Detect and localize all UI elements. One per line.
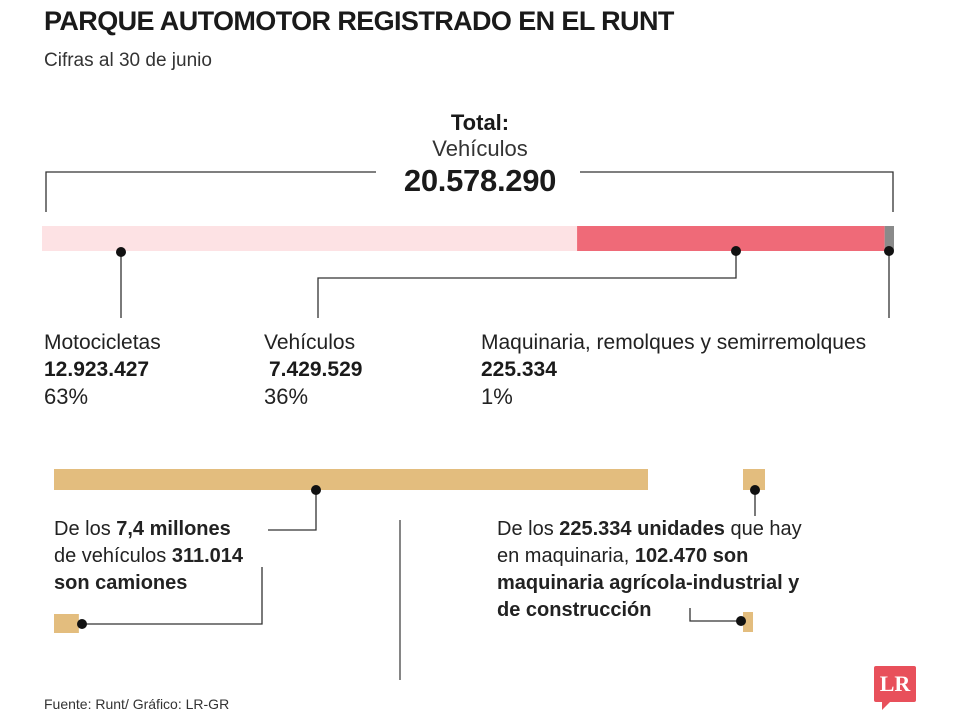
dot-vehiculos	[731, 246, 741, 256]
note-right-1c: que hay	[724, 518, 802, 540]
dot-maquinaria-note	[750, 485, 760, 495]
connector-vehiculos	[318, 251, 736, 318]
category-maquinaria-name: Maquinaria, remolques y semirremolques	[481, 331, 867, 354]
dot-camiones	[77, 619, 87, 629]
note-left-3: son camiones	[54, 572, 188, 594]
connector-vehiculos-note	[268, 490, 316, 530]
category-maquinaria-value: 225.334	[481, 358, 557, 381]
note-left-1b: 7,4 millones	[116, 518, 231, 540]
total-bracket-left	[46, 172, 376, 212]
dot-vehiculos-note	[311, 485, 321, 495]
note-camiones	[54, 516, 243, 597]
bar-camiones	[54, 614, 79, 633]
note-right-3: maquinaria agrícola-industrial y	[497, 572, 800, 594]
lr-logo: LR	[874, 666, 916, 702]
category-motos-percent: 63%	[44, 384, 89, 409]
total-value: 20.578.290	[403, 163, 557, 198]
category-vehiculos	[264, 331, 362, 410]
dot-maquinaria	[884, 246, 894, 256]
category-vehiculos-value: 7.429.529	[269, 358, 363, 381]
bar-vehiculos-total	[54, 469, 648, 490]
category-maquinaria-percent: 1%	[481, 384, 513, 409]
note-right-4: de construcción	[497, 599, 652, 621]
chart-title: PARQUE AUTOMOTOR REGISTRADO EN EL RUNT	[44, 6, 674, 36]
note-maquinaria	[497, 516, 802, 624]
total-sublabel: Vehículos	[432, 136, 528, 161]
category-motos	[44, 331, 161, 410]
dot-motos	[116, 247, 126, 257]
total-bracket-right	[580, 172, 893, 212]
bar-segment-vehiculos	[577, 226, 885, 251]
category-motos-value: 12.923.427	[44, 358, 150, 381]
note-left-2a: de vehículos	[54, 545, 172, 567]
chart-subtitle: Cifras al 30 de junio	[44, 50, 212, 71]
note-right-2b: 102.470 son	[634, 545, 749, 567]
note-left-1a: De los	[54, 518, 117, 540]
note-right-1b: 225.334 unidades	[559, 518, 725, 540]
category-vehiculos-percent: 36%	[264, 384, 309, 409]
category-motos-name: Motocicletas	[44, 331, 161, 354]
note-right-1a: De los	[497, 518, 560, 540]
category-vehiculos-name: Vehículos	[264, 331, 356, 354]
total-label: Total:	[450, 110, 510, 135]
note-left-2b: 311.014	[171, 545, 244, 567]
category-maquinaria	[481, 331, 866, 410]
note-right-2a: en maquinaria,	[497, 545, 635, 567]
source-note: Fuente: Runt/ Gráfico: LR-GR	[44, 696, 230, 712]
